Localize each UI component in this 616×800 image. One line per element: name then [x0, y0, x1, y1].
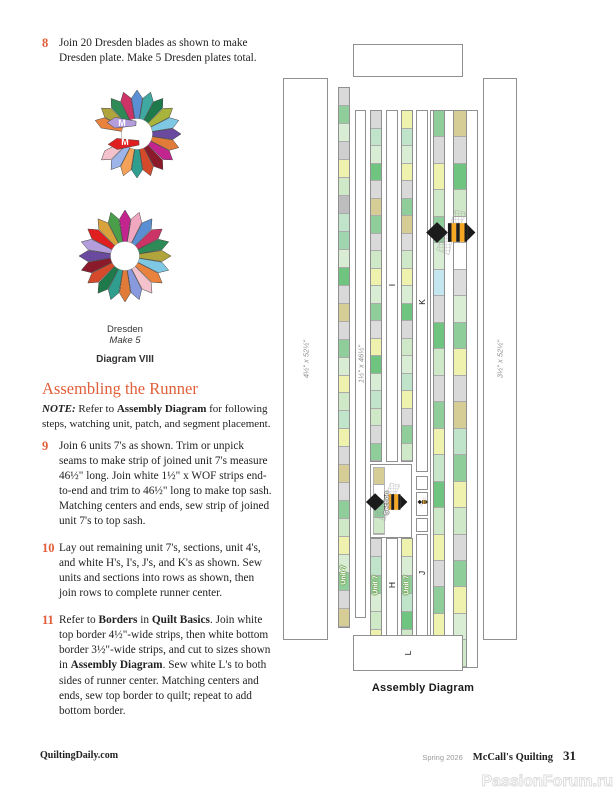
quilt-patch	[371, 234, 381, 252]
footer-brand: McCall's Quilting	[472, 752, 553, 763]
dimension-label-sash: 1½" x 46½"	[356, 344, 365, 384]
quilt-patch	[402, 234, 412, 252]
quilt-patch	[339, 196, 349, 214]
quilt-patch	[339, 214, 349, 232]
section-label: Section	[383, 491, 391, 515]
svg-text:M: M	[118, 118, 126, 129]
label-K: K	[417, 299, 427, 305]
quilt-patch	[454, 137, 466, 163]
step-9-number: 9	[42, 439, 49, 454]
quilt-patch	[339, 537, 349, 555]
white-box-above-unit4	[416, 476, 428, 490]
footer-right	[422, 748, 576, 764]
quilt-patch	[371, 391, 381, 409]
white-box-below-unit4	[416, 518, 428, 532]
quilt-patch	[371, 286, 381, 304]
quilt-patch	[454, 349, 466, 375]
quilt-patch	[402, 409, 412, 427]
quilt-patch	[454, 296, 466, 322]
quilt-patch	[434, 561, 444, 587]
quilt-patch	[371, 612, 381, 630]
diagram-viii-caption: Diagram VIII	[96, 354, 154, 366]
quilt-patch	[339, 501, 349, 519]
top-sash-strip	[355, 110, 366, 618]
quilt-patch	[434, 508, 444, 534]
quilt-patch	[339, 447, 349, 465]
quilt-patch	[339, 304, 349, 322]
quilt-patch	[402, 251, 412, 269]
quilt-patch	[339, 483, 349, 501]
quilt-patch	[402, 612, 412, 630]
quilt-patch	[434, 429, 444, 455]
quilt-patch	[402, 199, 412, 217]
quilt-patch	[402, 539, 412, 557]
quilt-patch	[339, 591, 349, 609]
label-I: I	[387, 283, 397, 287]
quilt-patch	[371, 251, 381, 269]
quilt-patch	[434, 535, 444, 561]
quilt-patch	[371, 321, 381, 339]
quilt-patch	[454, 535, 466, 561]
quilt-patch	[402, 321, 412, 339]
quilt-patch	[454, 111, 466, 137]
quilt-patch	[434, 296, 444, 322]
step-8	[42, 36, 274, 66]
dresden-plate-top	[42, 78, 232, 195]
watermark: PassionForum.ru	[481, 773, 613, 790]
unit7-label-3: Unit 7	[403, 575, 411, 595]
bee-applique-right	[424, 204, 476, 266]
quilt-patch	[371, 111, 381, 129]
unit7-label-2: Unit 7	[372, 575, 380, 595]
quilt-patch	[371, 129, 381, 147]
footer-issue: Spring 2026	[422, 753, 463, 762]
quilt-patch	[454, 270, 466, 296]
section-heading: Assembling the Runner	[42, 379, 198, 399]
quilt-patch	[434, 349, 444, 375]
white-strip-K	[416, 110, 428, 472]
quilt-patch	[339, 178, 349, 196]
quilt-patch	[339, 250, 349, 268]
label-L: L	[403, 650, 413, 656]
quilt-patch	[454, 323, 466, 349]
quilt-patch	[454, 164, 466, 190]
quilt-patch	[454, 508, 466, 534]
quilt-patch	[371, 594, 381, 612]
quilt-patch	[339, 376, 349, 394]
quilt-patch	[454, 587, 466, 613]
quilt-patch	[434, 111, 444, 137]
quilt-patch	[454, 376, 466, 402]
footer-page-number: 31	[563, 748, 576, 763]
quilt-patch	[371, 181, 381, 199]
quilt-patch	[454, 455, 466, 481]
unit-4-box	[416, 492, 428, 516]
bee-icon-mini	[417, 495, 428, 513]
quilt-patch	[371, 216, 381, 234]
quilt-patch	[339, 106, 349, 124]
quilt-patch	[454, 429, 466, 455]
step-10-text: Lay out remaining unit 7's, sections, unit 4's, and white H's, I's, J's, and K's as shown. Sew units and sections into rows as shown, then join rows to complete runner center.	[59, 542, 263, 600]
quilt-patch	[371, 304, 381, 322]
quilt-patch	[402, 146, 412, 164]
quilt-patch	[371, 374, 381, 392]
top-border-rect	[283, 78, 328, 640]
step-10	[42, 541, 274, 601]
pieced-strip-right-1	[433, 110, 445, 668]
quilt-patch	[371, 557, 381, 575]
unit7-label-1: Unit 7	[340, 565, 348, 585]
note-paragraph: NOTE: Refer to Assembly Diagram for following steps, watching unit, patch, and segment placement.	[42, 403, 271, 430]
bottom-border-rect	[483, 78, 517, 640]
quilt-patch	[434, 164, 444, 190]
quilt-patch	[402, 181, 412, 199]
quilt-patch	[339, 160, 349, 178]
dresden-name-label: Dresden	[107, 324, 143, 336]
dresden-make-label: Make 5	[109, 335, 141, 347]
quilt-patch	[434, 587, 444, 613]
quilt-patch	[339, 232, 349, 250]
label-H: H	[387, 581, 397, 589]
step-11-number: 11	[42, 613, 54, 628]
quilt-patch	[402, 391, 412, 409]
quilt-patch	[434, 402, 444, 428]
svg-text:M: M	[121, 137, 129, 148]
quilt-patch	[371, 339, 381, 357]
quilt-patch	[402, 304, 412, 322]
quilt-patch	[339, 519, 349, 537]
dresden-figure	[42, 78, 232, 365]
quilt-patch	[454, 402, 466, 428]
quilt-patch	[371, 269, 381, 287]
quilt-patch	[339, 286, 349, 304]
quilt-patch	[454, 561, 466, 587]
quilt-patch	[339, 358, 349, 376]
quilt-patch	[402, 374, 412, 392]
dresden-plate-bottom	[42, 195, 232, 322]
step-10-number: 10	[42, 541, 55, 556]
step-8-number: 8	[42, 36, 49, 50]
dimension-label-right: 3½" x 52½"	[495, 339, 505, 379]
quilt-patch	[371, 409, 381, 427]
quilt-patch	[371, 164, 381, 182]
pieced-strip-middle-right	[401, 110, 413, 462]
step-11-text: Refer to Borders in Quilt Basics. Join white top border 4½"-wide strips, then white bottom border 3½"-wide strips, and cut to sizes shown in Assembly Diagram. Sew white L's to both sides of runner center. Matching centers and ends, sew top border to quilt; repeat to add bottom border.	[59, 614, 271, 717]
quilt-patch	[371, 356, 381, 374]
quilt-patch	[371, 199, 381, 217]
side-border-rect-top	[353, 44, 463, 77]
quilt-patch	[339, 340, 349, 358]
pieced-strip-middle-left	[370, 110, 382, 462]
quilt-patch	[371, 426, 381, 444]
quilt-patch	[339, 124, 349, 142]
label-J: J	[417, 570, 427, 576]
quilt-patch	[339, 142, 349, 160]
quilt-patch	[371, 539, 381, 557]
quilt-patch	[434, 455, 444, 481]
step-11	[42, 613, 274, 718]
quilt-patch	[402, 164, 412, 182]
quilt-patch	[402, 356, 412, 374]
quilt-patch	[402, 444, 412, 462]
quilt-patch	[454, 482, 466, 508]
quilt-patch	[434, 323, 444, 349]
quilt-patch	[339, 609, 349, 627]
step-8-text: Join 20 Dresden blades as shown to make Dresden plate. Make 5 Dresden plates total.	[59, 37, 257, 65]
quilt-patch	[402, 339, 412, 357]
pieced-strip-unit7-row	[338, 87, 350, 628]
quilt-patch	[371, 444, 381, 462]
quilt-patch	[402, 426, 412, 444]
quilt-patch	[339, 429, 349, 447]
step-9-text: Join 6 units 7's as shown. Trim or unpick seams to make strip of joined unit 7's measure 46½" long. Join white 1½" x WOF strips end-to-end and trim to 46½" long to make top sash. Matching centers and ends, sew strip of joined unit 7's to top sash.	[59, 440, 272, 528]
assembly-diagram	[278, 40, 523, 705]
quilt-patch	[371, 146, 381, 164]
quilt-patch	[434, 376, 444, 402]
quilt-patch	[339, 268, 349, 286]
quilt-patch	[434, 482, 444, 508]
quilt-patch	[339, 88, 349, 106]
dimension-label-left: 4½" x 52½"	[301, 339, 310, 379]
quilt-patch	[339, 411, 349, 429]
quilt-patch	[402, 269, 412, 287]
quilt-patch	[434, 270, 444, 296]
quilt-patch	[402, 557, 412, 575]
pieced-strip-right-2	[453, 110, 467, 668]
quilt-patch	[339, 393, 349, 411]
step-9	[42, 439, 274, 529]
quilt-patch	[434, 137, 444, 163]
quilt-patch	[339, 465, 349, 483]
footer-site: QuiltingDaily.com	[40, 750, 119, 761]
quilt-patch	[339, 322, 349, 340]
quilt-patch	[402, 111, 412, 129]
assembly-diagram-caption: Assembly Diagram	[371, 682, 475, 694]
quilt-patch	[402, 216, 412, 234]
quilt-patch	[402, 129, 412, 147]
quilt-patch	[402, 594, 412, 612]
left-column	[42, 36, 274, 731]
quilt-patch	[402, 286, 412, 304]
